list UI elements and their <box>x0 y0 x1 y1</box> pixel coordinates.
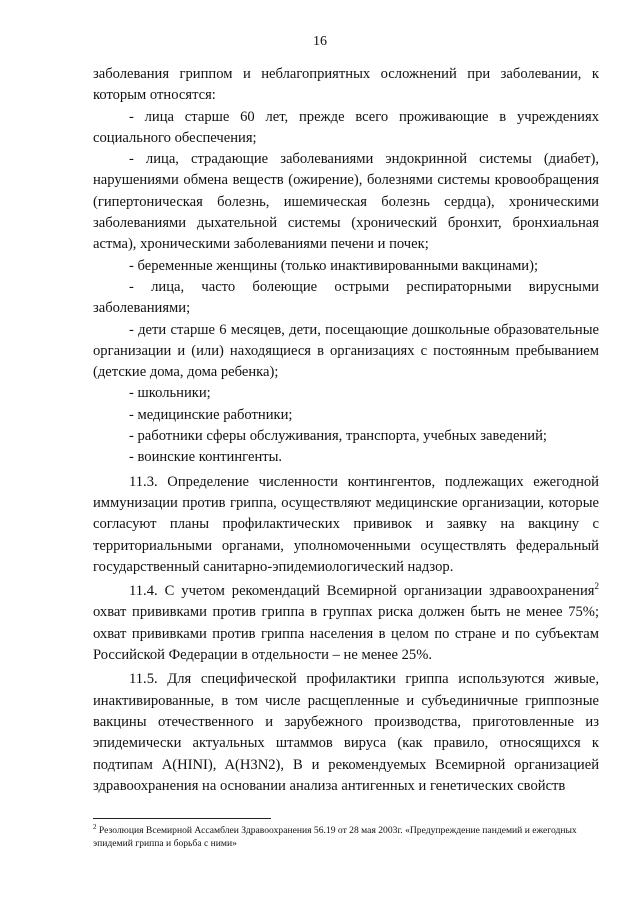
list-item: - дети старше 6 месяцев, дети, посещающие дошкольные образовательные организации и (или) находящиеся в организациях с постоянным пребыванием (детские дома, дома ребенка); <box>93 321 599 381</box>
footnote-divider <box>93 818 271 819</box>
section-11-4-text: 11.4. С учетом рекомендаций Всемирной организации здравоохранения <box>129 583 595 600</box>
paragraph: заболевания гриппом и неблагоприятных осложнений при заболевании, к которым относятся: <box>93 66 599 104</box>
list-item: - работники сферы обслуживания, транспорта, учебных заведений; <box>129 428 547 445</box>
list-item: - лица, страдающие заболеваниями эндокринной системы (диабет), нарушениями обмена веществ (ожирение), болезнями системы кровообращения (гипертоническая болезнь, ишемическая болезнь сердца), хроническими заболеваниями дыхательной системы (хронический бронхит, бронхиальная астма), хроническими заболеваниями печени и почек; <box>93 151 599 253</box>
section-11-4-text-continued: охват прививками против гриппа в группах риска должен быть не менее 75%; охват прививками против гриппа населения в целом по стране и по субъектам Российской Федерации в отдельности – не менее 25%. <box>93 604 599 664</box>
page-number: 16 <box>313 34 327 49</box>
list-item: - беременные женщины (только инактивированными вакцинами); <box>129 257 539 274</box>
list-item: - воинские контингенты. <box>129 449 283 466</box>
section-11-5: 11.5. Для специфической профилактики гриппа используются живые, инактивированные, в том числе расщепленные и субъединичные гриппозные вакцины отечественного и зарубежного производства, приготовленные из эпидемически актуальных штаммов вируса (как правило, относящихся к подтипам A(HINI), A(H3N2), B и рекомендуемых Всемирной организацией здравоохранения на основании анализа антигенных и генетических свойств <box>93 671 599 794</box>
section-11-3: 11.3. Определение численности контингентов, подлежащих ежегодной иммунизации против гриппа, осуществляют медицинские организации, которые согласуют планы профилактических прививок и заявку на вакцину с территориальными органами, уполномоченными осуществлять федеральный государственный санитарно-эпидемиологический надзор. <box>93 473 599 575</box>
footnote-text: Резолюция Всемирной Ассамблеи Здравоохранения 56.19 от 28 мая 2003г. «Предупреждение пандемий и ежегодных эпидемий гриппа и борьба с ними» <box>93 825 577 849</box>
body-text <box>93 64 599 797</box>
list-item: - лица, часто болеющие острыми респираторными вирусными заболеваниями; <box>93 278 599 317</box>
footnote <box>93 824 603 850</box>
section-11-4 <box>93 581 599 666</box>
footnote-reference[interactable]: 2 <box>594 581 599 592</box>
list-item: - медицинские работники; <box>129 406 293 423</box>
list-item: - лица старше 60 лет, прежде всего проживающие в учреждениях социального обеспечения; <box>93 108 599 146</box>
list-item: - школьники; <box>129 385 211 402</box>
footnote-mark: 2 <box>93 822 97 831</box>
